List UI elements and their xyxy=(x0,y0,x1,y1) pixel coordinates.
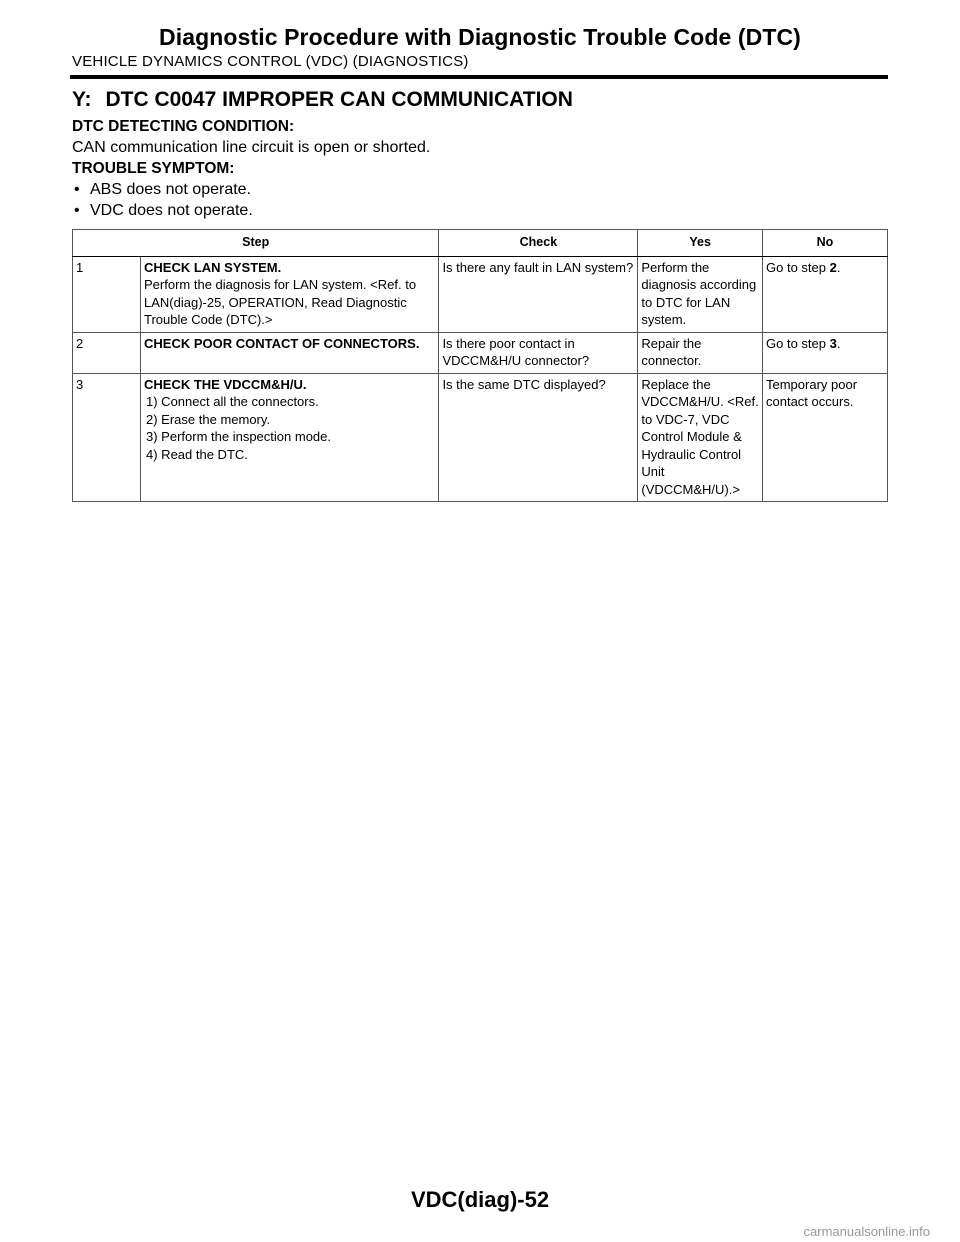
dtc-heading xyxy=(72,88,573,112)
no-cell: Go to step 3. xyxy=(763,332,888,373)
bullet-icon: • xyxy=(74,202,80,219)
no-cell: Go to step 2. xyxy=(763,256,888,332)
table-header-row xyxy=(73,230,888,257)
table-row xyxy=(73,332,888,373)
heading-label: Y: xyxy=(72,88,92,111)
step-cell xyxy=(141,373,439,502)
table-row xyxy=(73,373,888,502)
yes-cell: Perform the diagnosis according to DTC for LAN system. xyxy=(638,256,763,332)
page-number: VDC(diag)-52 xyxy=(410,1187,550,1212)
yes-cell: Repair the connector. xyxy=(638,332,763,373)
heading-text: DTC C0047 IMPROPER CAN COMMUNICATION xyxy=(105,88,573,111)
dtc-description xyxy=(72,116,430,221)
step-title: CHECK THE VDCCM&H/U. xyxy=(144,376,307,392)
bullet-icon: • xyxy=(74,181,80,198)
yes-cell: Replace the VDCCM&H/U. <Ref. to VDC-7, VDC Control Module & Hydraulic Control Unit (VDCCM&H/U).> xyxy=(638,373,763,502)
substep: 3) Perform the inspection mode. xyxy=(146,429,331,444)
substep: 1) Connect all the connectors. xyxy=(146,394,319,409)
diagnostic-table xyxy=(72,229,888,502)
step-link: 3 xyxy=(829,335,837,351)
detecting-condition-text: CAN communication line circuit is open or shorted. xyxy=(72,139,431,156)
substep: 4) Read the DTC. xyxy=(146,446,248,462)
trouble-symptom-title: TROUBLE SYMPTOM: xyxy=(72,160,235,177)
detecting-condition-title: DTC DETECTING CONDITION: xyxy=(72,118,295,135)
check-cell: Is there poor contact in VDCCM&H/U connector? xyxy=(439,332,638,373)
step-link: 2 xyxy=(829,259,837,275)
step-cell xyxy=(141,332,439,373)
substep: 2) Erase the memory. xyxy=(146,411,271,427)
step-title: CHECK POOR CONTACT OF CONNECTORS. xyxy=(144,335,420,351)
header-check: Check xyxy=(439,230,638,257)
symptom-item: • ABS does not operate. xyxy=(74,181,251,198)
step-title: CHECK LAN SYSTEM. xyxy=(144,259,282,275)
header-rule xyxy=(70,75,888,79)
symptom-item: • VDC does not operate. xyxy=(74,202,253,219)
check-cell: Is there any fault in LAN system? xyxy=(439,256,638,332)
section-title: VEHICLE DYNAMICS CONTROL (VDC) (DIAGNOSTICS) xyxy=(72,53,469,70)
step-number: 1 xyxy=(73,256,141,332)
table-row xyxy=(73,256,888,332)
step-number: 3 xyxy=(73,373,141,502)
header-step: Step xyxy=(73,230,439,257)
step-cell xyxy=(141,256,439,332)
header-yes: Yes xyxy=(638,230,763,257)
step-number: 2 xyxy=(73,332,141,373)
header-no: No xyxy=(763,230,888,257)
watermark: carmanualsonline.info xyxy=(803,1224,930,1239)
page-title: Diagnostic Procedure with Diagnostic Trouble Code (DTC) xyxy=(159,24,801,50)
step-detail: Perform the diagnosis for LAN system. <Ref. to LAN(diag)-25, OPERATION, Read Diagnostic Trouble Code (DTC).> xyxy=(144,277,417,327)
no-cell: Temporary poor contact occurs. xyxy=(763,373,888,502)
check-cell: Is the same DTC displayed? xyxy=(439,373,638,502)
